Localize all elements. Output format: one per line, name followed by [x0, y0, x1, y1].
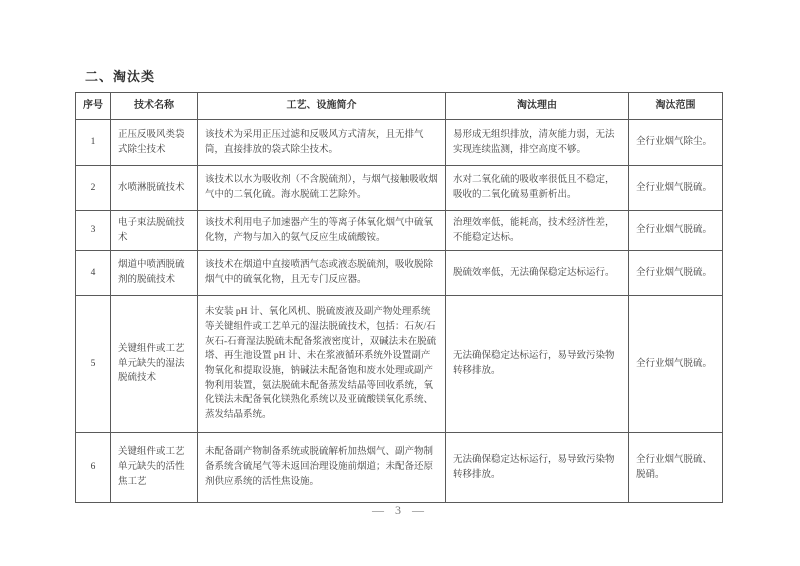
row-scope: 全行业烟气脱硫。 — [629, 211, 723, 251]
table-row — [76, 166, 723, 211]
row-intro: 该技术利用电子加速器产生的等离子体氧化烟气中硫氧化物，产物与加入的氨气反应生成硫酸铵。 — [198, 211, 446, 251]
row-intro: 未安装 pH 计、氧化风机、脱硫废液及副产物处理系统等关键组件或工艺单元的湿法脱硫技术，包括：石灰/石灰石-石膏湿法脱硫未配备浆液密度计，双碱法未在脱硫塔、再生池设置 pH 计、未在浆液循环系统外设置副产物氧化和提取设施，钠碱法未配备饱和废水处理或副产物利用装置，氨法脱硫未配备蒸发结晶等回收系统，氧化镁法未配备氧化镁熟化系统以及亚硫酸镁氧化系统、蒸发结晶系统。 — [198, 296, 446, 433]
header-intro: 工艺、设施简介 — [198, 93, 446, 120]
row-intro: 该技术在烟道中直接喷洒气态或液态脱硫剂，吸收脱除烟气中的硫氧化物，且无专门反应器。 — [198, 251, 446, 296]
row-scope: 全行业烟气脱硫。 — [629, 166, 723, 211]
row-no: 1 — [76, 120, 111, 166]
page-number: — 3 — — [372, 503, 428, 517]
header-scope: 淘汰范围 — [629, 93, 723, 120]
row-tech-name: 正压反吸风类袋式除尘技术 — [111, 120, 198, 166]
row-tech-name: 水喷淋脱硫技术 — [111, 166, 198, 211]
row-tech-name: 关键组件或工艺单元缺失的湿法脱硫技术 — [111, 296, 198, 433]
table-row — [76, 296, 723, 433]
row-no: 2 — [76, 166, 111, 211]
row-intro: 未配备副产物制备系统或脱硫解析加热烟气、副产物制备系统含硫尾气等未返回治理设施前烟道；未配备还原剂供应系统的活性焦设施。 — [198, 433, 446, 503]
table-row — [76, 211, 723, 251]
table-row — [76, 433, 723, 503]
row-tech-name: 烟道中喷洒脱硫剂的脱硫技术 — [111, 251, 198, 296]
row-no: 4 — [76, 251, 111, 296]
row-tech-name: 电子束法脱硫技术 — [111, 211, 198, 251]
row-reason: 水对二氧化硫的吸收率很低且不稳定，吸收的二氧化硫易重新析出。 — [446, 166, 629, 211]
row-no: 6 — [76, 433, 111, 503]
row-reason: 脱硫效率低，无法确保稳定达标运行。 — [446, 251, 629, 296]
header-no: 序号 — [76, 93, 111, 120]
row-reason: 无法确保稳定达标运行，易导致污染物转移排放。 — [446, 296, 629, 433]
row-scope: 全行业烟气脱硫、脱硝。 — [629, 433, 723, 503]
row-reason: 治理效率低，能耗高，技术经济性差，不能稳定达标。 — [446, 211, 629, 251]
row-intro: 该技术为采用正压过滤和反吸风方式清灰，且无排气筒，直接排放的袋式除尘技术。 — [198, 120, 446, 166]
row-intro: 该技术以水为吸收剂（不含脱硫剂），与烟气接触吸收烟气中的二氧化硫。海水脱硫工艺除外。 — [198, 166, 446, 211]
row-reason: 无法确保稳定达标运行，易导致污染物转移排放。 — [446, 433, 629, 503]
row-reason: 易形成无组织排放，清灰能力弱，无法实现连续监测，排空高度不够。 — [446, 120, 629, 166]
table-row — [76, 120, 723, 166]
section-title: 二、淘汰类 — [85, 69, 156, 84]
header-name: 技术名称 — [111, 93, 198, 120]
header-reason: 淘汰理由 — [446, 93, 629, 120]
table-header-row — [76, 93, 723, 120]
table-row — [76, 251, 723, 296]
eliminated-technologies-table — [75, 92, 723, 503]
row-scope: 全行业烟气除尘。 — [629, 120, 723, 166]
row-no: 3 — [76, 211, 111, 251]
row-tech-name: 关键组件或工艺单元缺失的活性焦工艺 — [111, 433, 198, 503]
row-no: 5 — [76, 296, 111, 433]
row-scope: 全行业烟气脱硫。 — [629, 296, 723, 433]
row-scope: 全行业烟气脱硫。 — [629, 251, 723, 296]
